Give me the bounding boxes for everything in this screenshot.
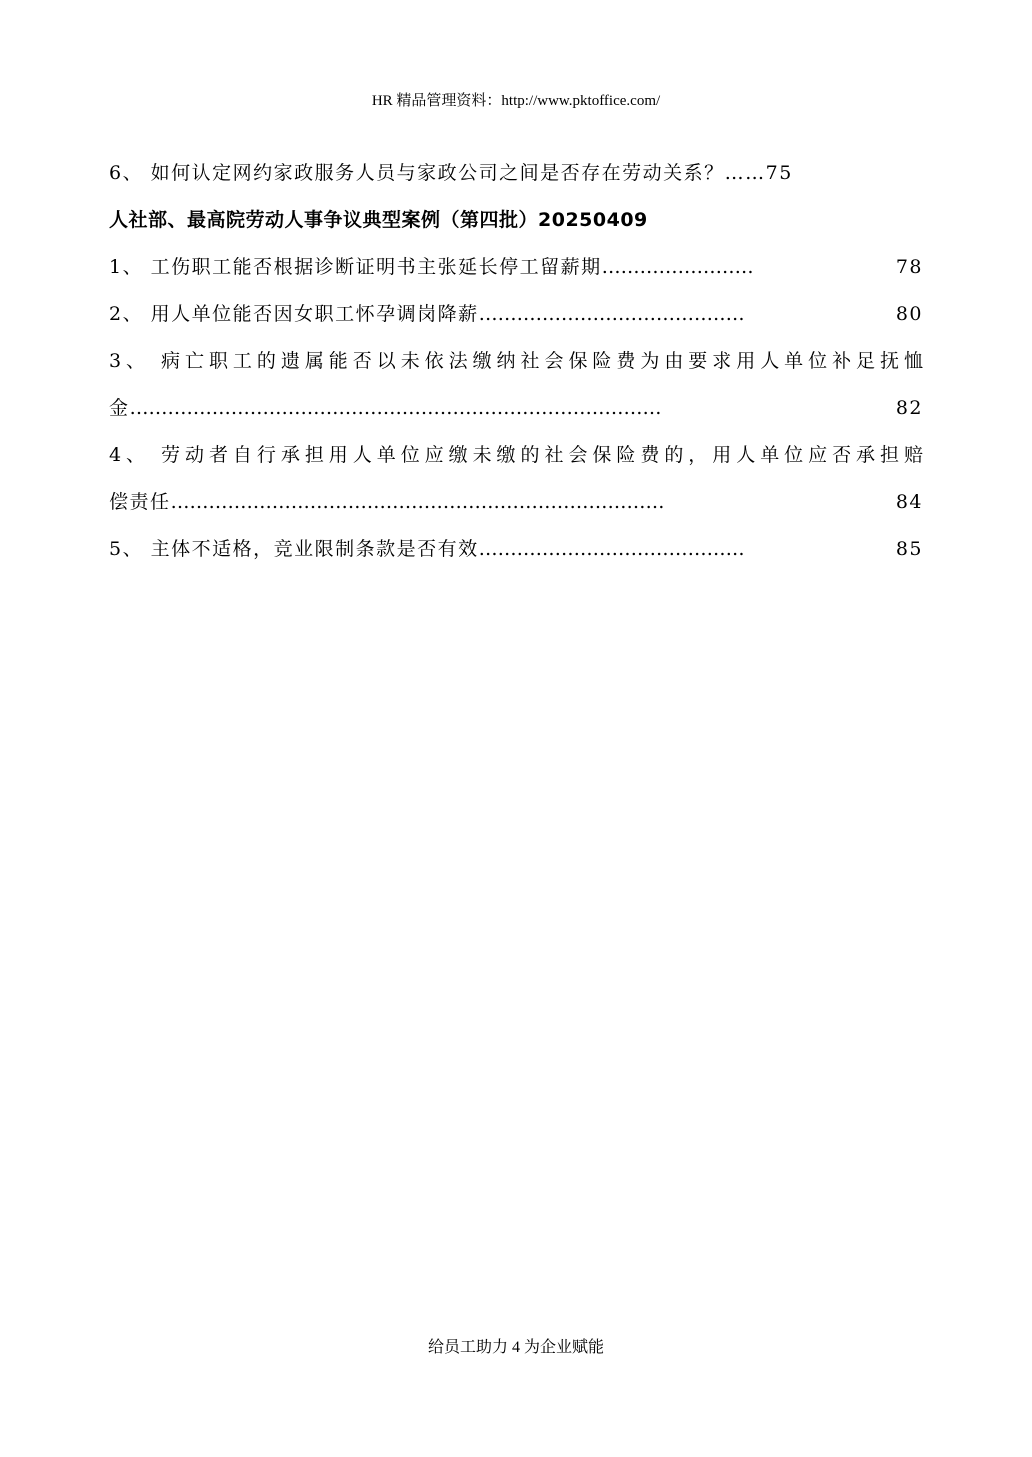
toc-leader-dots: ………………………………………………………………………… — [129, 397, 662, 419]
toc-entry-3-line1: 3、 病亡职工的遗属能否以未依法缴纳社会保险费为由要求用人单位补足抚恤 — [109, 350, 923, 372]
toc-entry-1 — [109, 244, 923, 291]
toc-entry-title: 金 — [109, 397, 130, 419]
toc-entry-5 — [109, 526, 923, 573]
toc-entry-3-line2 — [109, 385, 923, 432]
toc-entry-title: 偿责任 — [109, 491, 171, 513]
toc-entry-4-line1: 4、 劳动者自行承担用人单位应缴未缴的社会保险费的，用人单位应否承担赔 — [109, 444, 923, 466]
toc-entry-title: 2、 用人单位能否因女职工怀孕调岗降薪 — [109, 303, 479, 325]
toc-page-number: 85 — [895, 538, 923, 560]
toc-entry-4-line2 — [109, 479, 923, 526]
toc-page-number: 78 — [895, 256, 923, 278]
toc-section-heading: 人社部、最高院劳动人事争议典型案例（第四批）20250409 — [109, 209, 648, 231]
toc-page-number: 80 — [895, 303, 923, 325]
toc-page-number: 84 — [895, 491, 923, 513]
page-footer: 给员工助力 4 为企业赋能 — [427, 1339, 604, 1356]
toc-entry-6: 6、 如何认定网约家政服务人员与家政公司之间是否存在劳动关系？……75 — [109, 162, 793, 184]
toc-entry-2 — [109, 291, 923, 338]
toc-leader-dots: …………………………………………………………………… — [170, 491, 665, 513]
toc-entry-title: 5、 主体不适格，竞业限制条款是否有效 — [109, 538, 479, 560]
toc-entry-title: 1、 工伤职工能否根据诊断证明书主张延长停工留薪期 — [109, 256, 602, 278]
toc-leader-dots: …………………………………… — [478, 538, 745, 560]
toc-leader-dots: …………………… — [601, 256, 754, 278]
toc-page-number: 82 — [895, 397, 923, 419]
page-header: HR 精品管理资料：http://www.pktoffice.com/ — [371, 93, 661, 109]
toc-list — [109, 150, 923, 573]
toc-leader-dots: …………………………………… — [478, 303, 745, 325]
